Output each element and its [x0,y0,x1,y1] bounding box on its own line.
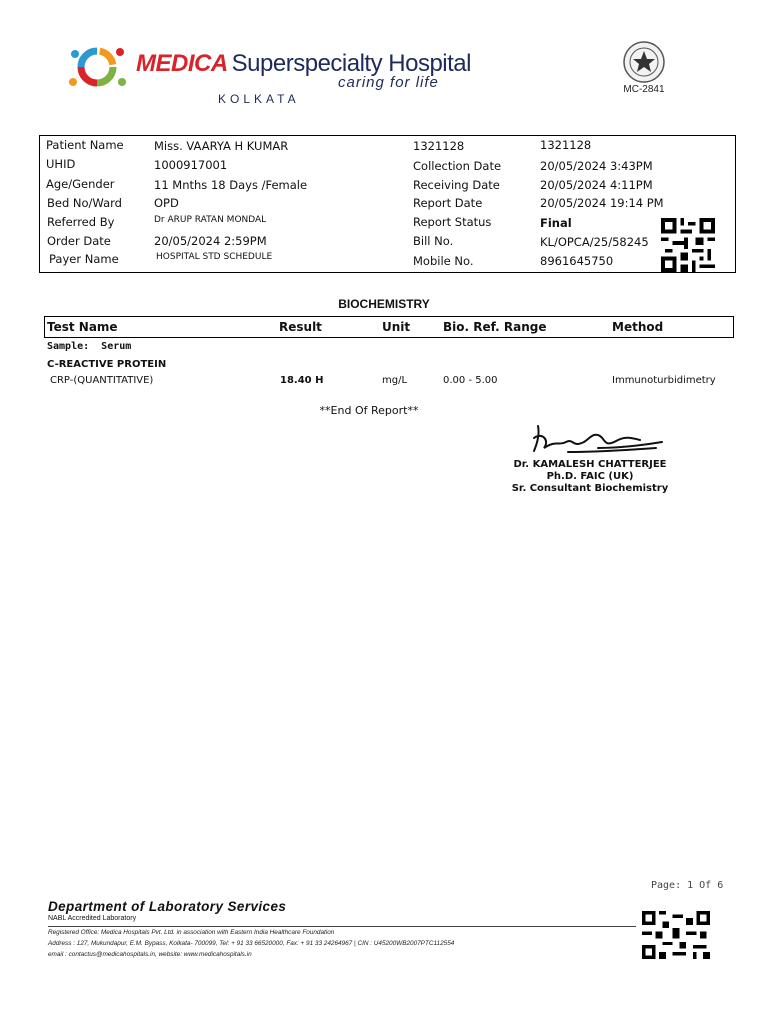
hospital-tagline: caring for life [338,74,439,91]
value-patient-name: Miss. VAARYA H KUMAR [154,139,289,153]
value-report-status: Final [540,216,572,230]
footer-divider [48,926,636,927]
label-lab-no: 1321128 [413,139,465,153]
value-collection-date: 20/05/2024 3:43PM [540,159,653,173]
value-payer-name: HOSPITAL STD SCHEDULE [156,252,273,262]
address-line: Address : 127, Mukundapur, E.M. Bypass, Kolkata- 700099, Tel: + 91 33 66520000, Fax: + 91 33 24264967 | CIN : U45200WB2007PTC112554 [48,940,455,947]
signatory-name: Dr. KAMALESH CHATTERJEE [513,459,667,470]
value-order-date: 20/05/2024 2:59PM [154,234,267,248]
value-age-gender: 11 Mnths 18 Days /Female [154,178,308,192]
registered-office: Registered Office: Medica Hospitals Pvt. Ltd. in association with Eastern India Healthcare Foundation [48,929,335,936]
hospital-city: KOLKATA [218,92,300,106]
row-test-name: CRP-(QUANTITATIVE) [50,375,154,386]
value-receiving-date: 20/05/2024 4:11PM [540,178,653,192]
nabl-accreditation: NABL Accredited Laboratory [48,915,137,922]
value-bill-no: KL/OPCA/25/58245 [540,235,649,249]
label-uhid: UHID [46,157,76,171]
hospital-name: MEDICA Superspecialty Hospital [136,50,471,77]
col-result: Result [279,320,322,334]
value-mobile-no: 8961645750 [540,254,614,268]
row-method: Immunoturbidimetry [612,375,716,386]
label-bed-ward: Bed No/Ward [47,196,122,210]
label-payer-name: Payer Name [49,252,119,266]
label-patient-name: Patient Name [46,138,124,152]
label-receiving-date: Receiving Date [413,178,500,192]
signatory-qualification: Ph.D. FAIC (UK) [546,471,634,482]
section-title: BIOCHEMISTRY [338,297,430,311]
qr-code-icon [660,218,716,272]
label-order-date: Order Date [47,234,111,248]
medica-logo-icon [62,42,132,92]
patient-info-box [39,135,736,273]
results-table-header [44,316,734,338]
accreditation-code: MC-2841 [623,84,665,95]
label-collection-date: Collection Date [413,159,502,173]
row-ref-range: 0.00 - 5.00 [443,375,498,386]
row-unit: mg/L [382,375,408,386]
sample-type: Sample: Serum [47,341,132,352]
value-uhid: 1000917001 [154,158,228,172]
end-of-report: **End Of Report** [319,404,419,417]
signatory-title: Sr. Consultant Biochemistry [511,483,669,494]
label-mobile-no: Mobile No. [413,254,474,268]
footer-qr-code-icon [642,910,710,960]
value-bed-ward: OPD [154,196,179,210]
col-test-name: Test Name [47,320,118,334]
value-report-date: 20/05/2024 19:14 PM [540,196,664,210]
col-unit: Unit [382,320,411,334]
label-age-gender: Age/Gender [46,177,115,191]
label-referred-by: Referred By [47,215,115,229]
label-report-date: Report Date [413,196,483,210]
page-number: Page: 1 Of 6 [651,880,724,891]
label-report-status: Report Status [413,215,492,229]
department-name: Department of Laboratory Services [48,899,287,914]
col-ref-range: Bio. Ref. Range [443,320,547,334]
label-bill-no: Bill No. [413,234,454,248]
row-result: 18.40 H [280,375,324,386]
value-lab-no: 1321128 [540,138,592,152]
value-referred-by: Dr ARUP RATAN MONDAL [154,215,267,225]
contact-line: email : contactus@medicahospitals.in, website: www.medicahospitals.in [48,951,252,958]
accreditation-seal-icon [610,40,678,90]
col-method: Method [612,320,664,334]
signature-image [528,418,668,458]
test-panel-name: C-REACTIVE PROTEIN [47,359,167,370]
